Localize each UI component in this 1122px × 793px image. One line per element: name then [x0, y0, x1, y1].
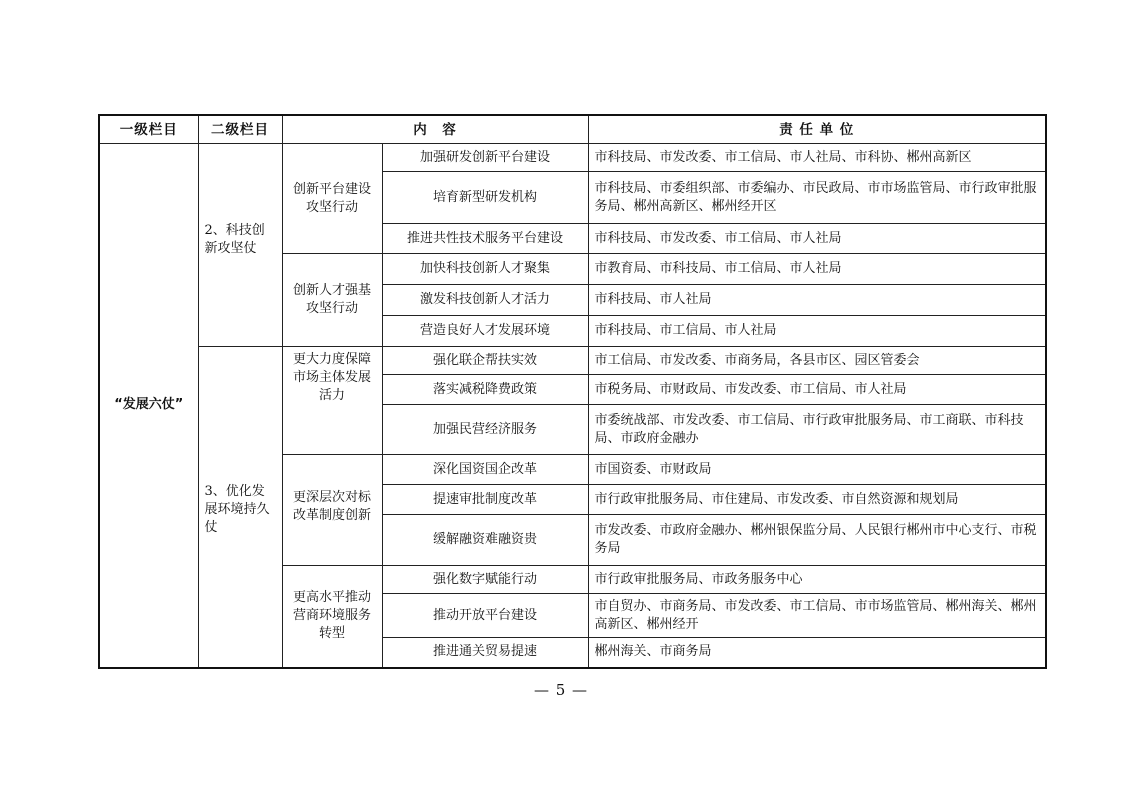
header-content: 内 容 [282, 115, 588, 144]
category-cell: 创新人才强基攻坚行动 [282, 254, 382, 347]
category-cell: 更深层次对标改革制度创新 [282, 455, 382, 566]
table-row [99, 144, 1046, 172]
units-cell: 市教育局、市科技局、市工信局、市人社局 [588, 254, 1046, 285]
units-cell: 市行政审批服务局、市住建局、市发改委、市自然资源和规划局 [588, 485, 1046, 515]
header-level2: 二级栏目 [198, 115, 282, 144]
units-cell: 市国资委、市财政局 [588, 455, 1046, 485]
units-cell: 市工信局、市发改委、市商务局，各县市区、园区管委会 [588, 347, 1046, 375]
level2-cell: 2、科技创新攻坚仗 [198, 144, 282, 347]
content-cell: 加强民营经济服务 [382, 405, 588, 455]
content-cell: 培育新型研发机构 [382, 172, 588, 224]
table-row [99, 347, 1046, 375]
units-cell: 市委统战部、市发改委、市工信局、市行政审批服务局、市工商联、市科技局、市政府金融办 [588, 405, 1046, 455]
units-cell: 市自贸办、市商务局、市发改委、市工信局、市市场监管局、郴州海关、郴州高新区、郴州经开 [588, 594, 1046, 638]
content-cell: 推进通关贸易提速 [382, 638, 588, 668]
units-cell: 市科技局、市发改委、市工信局、市人社局 [588, 224, 1046, 254]
units-cell: 郴州海关、市商务局 [588, 638, 1046, 668]
category-cell: 创新平台建设攻坚行动 [282, 144, 382, 254]
units-cell: 市科技局、市发改委、市工信局、市人社局、市科协、郴州高新区 [588, 144, 1046, 172]
category-cell: 更大力度保障市场主体发展活力 [282, 347, 382, 455]
units-cell: 市科技局、市委组织部、市委编办、市民政局、市市场监管局、市行政审批服务局、郴州高新区、郴州经开区 [588, 172, 1046, 224]
content-cell: 加快科技创新人才聚集 [382, 254, 588, 285]
header-responsible-units: 责 任 单 位 [588, 115, 1046, 144]
content-cell: 激发科技创新人才活力 [382, 285, 588, 316]
content-cell: 落实减税降费政策 [382, 375, 588, 405]
level2-cell: 3、优化发展环境持久仗 [198, 347, 282, 668]
content-cell: 深化国资国企改革 [382, 455, 588, 485]
responsibility-table [98, 114, 1047, 669]
units-cell: 市发改委、市政府金融办、郴州银保监分局、人民银行郴州市中心支行、市税务局 [588, 515, 1046, 566]
content-cell: 强化联企帮扶实效 [382, 347, 588, 375]
level1-cell: “发展六仗” [99, 144, 198, 668]
content-cell: 推进共性技术服务平台建设 [382, 224, 588, 254]
page-number: — 5 — [533, 681, 589, 699]
content-cell: 营造良好人才发展环境 [382, 316, 588, 347]
header-level1: 一级栏目 [99, 115, 198, 144]
category-cell: 更高水平推动营商环境服务转型 [282, 566, 382, 668]
content-cell: 推动开放平台建设 [382, 594, 588, 638]
content-cell: 加强研发创新平台建设 [382, 144, 588, 172]
content-cell: 强化数字赋能行动 [382, 566, 588, 594]
units-cell: 市科技局、市工信局、市人社局 [588, 316, 1046, 347]
units-cell: 市科技局、市人社局 [588, 285, 1046, 316]
units-cell: 市行政审批服务局、市政务服务中心 [588, 566, 1046, 594]
units-cell: 市税务局、市财政局、市发改委、市工信局、市人社局 [588, 375, 1046, 405]
table-header-row [99, 115, 1046, 144]
content-cell: 提速审批制度改革 [382, 485, 588, 515]
content-cell: 缓解融资难融资贵 [382, 515, 588, 566]
